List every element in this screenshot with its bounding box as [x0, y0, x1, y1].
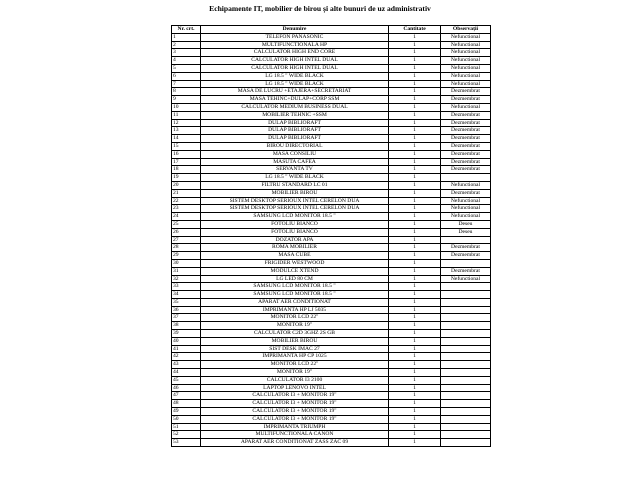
row-number: 47	[172, 392, 201, 400]
item-observation	[441, 259, 491, 267]
table-row	[172, 408, 491, 416]
row-number: 28	[172, 244, 201, 252]
table-row	[172, 41, 491, 49]
item-name: SAMSUNG LCD MONITOR 18.5 "	[201, 291, 389, 299]
header-observatii: Observații	[441, 26, 491, 34]
item-observation	[441, 400, 491, 408]
item-observation	[441, 415, 491, 423]
row-number: 7	[172, 80, 201, 88]
item-observation	[441, 337, 491, 345]
table-row	[172, 72, 491, 80]
item-observation	[441, 298, 491, 306]
row-number: 15	[172, 142, 201, 150]
item-observation	[441, 174, 491, 182]
row-number: 42	[172, 353, 201, 361]
item-quantity: 1	[389, 158, 441, 166]
item-quantity: 1	[389, 283, 441, 291]
table-row	[172, 33, 491, 41]
item-quantity: 1	[389, 88, 441, 96]
item-observation: Nefunctional	[441, 64, 491, 72]
item-quantity: 1	[389, 205, 441, 213]
item-observation: Nefunctional	[441, 205, 491, 213]
item-observation	[441, 330, 491, 338]
item-observation	[441, 322, 491, 330]
item-quantity: 1	[389, 228, 441, 236]
row-number: 11	[172, 111, 201, 119]
item-name: CALCULATOR HIGH INTEL DUAL	[201, 57, 389, 65]
table-row	[172, 64, 491, 72]
table-row	[172, 330, 491, 338]
item-quantity: 1	[389, 166, 441, 174]
item-quantity: 1	[389, 103, 441, 111]
table-row	[172, 135, 491, 143]
item-name: MASA CONSILIU	[201, 150, 389, 158]
item-name: CALCULATOR I3 + MONITOR 19"	[201, 408, 389, 416]
table-row	[172, 361, 491, 369]
table-row	[172, 111, 491, 119]
table-row	[172, 322, 491, 330]
item-observation: Nefunctional	[441, 181, 491, 189]
item-name: CALCULATOR I3 2100	[201, 376, 389, 384]
item-name: IMPRIMANTA TRIUMPH	[201, 423, 389, 431]
item-observation	[441, 439, 491, 447]
item-quantity: 1	[389, 353, 441, 361]
row-number: 20	[172, 181, 201, 189]
item-name: FOTOLIU BIANCO	[201, 228, 389, 236]
item-quantity: 1	[389, 361, 441, 369]
item-quantity: 1	[389, 64, 441, 72]
table-row	[172, 345, 491, 353]
item-observation: Nefunctional	[441, 49, 491, 57]
item-quantity: 1	[389, 275, 441, 283]
item-observation: Dezmembrat	[441, 127, 491, 135]
row-number: 2	[172, 41, 201, 49]
table-row	[172, 228, 491, 236]
row-number: 45	[172, 376, 201, 384]
item-observation	[441, 384, 491, 392]
table-row	[172, 291, 491, 299]
inventory-table	[171, 25, 491, 447]
item-observation	[441, 314, 491, 322]
item-name: SERVANTA TV	[201, 166, 389, 174]
item-name: IMPRIMANTA HP LJ 5035	[201, 306, 389, 314]
table-row	[172, 150, 491, 158]
item-name: IMPRIMANTA HP CP 1025	[201, 353, 389, 361]
table-row	[172, 337, 491, 345]
row-number: 37	[172, 314, 201, 322]
item-observation: Dezmembrat	[441, 158, 491, 166]
row-number: 21	[172, 189, 201, 197]
item-name: CALCULATOR HIGH END CORE	[201, 49, 389, 57]
item-quantity: 1	[389, 337, 441, 345]
item-name: MONITOR LCD 22"	[201, 314, 389, 322]
table-row	[172, 267, 491, 275]
item-name: SISTEM DESKTOP SERIOUX INTEL CERELON DUA	[201, 205, 389, 213]
item-observation: Nefunctional	[441, 80, 491, 88]
item-quantity: 1	[389, 252, 441, 260]
item-observation: Nefunctional	[441, 72, 491, 80]
table-row	[172, 119, 491, 127]
row-number: 39	[172, 330, 201, 338]
table-row	[172, 306, 491, 314]
row-number: 51	[172, 423, 201, 431]
item-quantity: 1	[389, 150, 441, 158]
item-name: SAMSUNG LCD MONITOR 18.5 "	[201, 213, 389, 221]
table-row	[172, 57, 491, 65]
page-title: Echipamente IT, mobilier de birou și alte bunuri de uz administrativ	[209, 4, 431, 13]
row-number: 24	[172, 213, 201, 221]
item-quantity: 1	[389, 376, 441, 384]
item-quantity: 1	[389, 220, 441, 228]
item-observation: Deseu	[441, 228, 491, 236]
item-name: LG 18.5 " WIDE BLACK	[201, 72, 389, 80]
table-row	[172, 353, 491, 361]
item-quantity: 1	[389, 57, 441, 65]
row-number: 41	[172, 345, 201, 353]
header-cantitate: Cantitate	[389, 26, 441, 34]
row-number: 35	[172, 298, 201, 306]
item-quantity: 1	[389, 423, 441, 431]
item-quantity: 1	[389, 314, 441, 322]
table-row	[172, 283, 491, 291]
item-name: DULAP BIBLIORAFT	[201, 119, 389, 127]
item-name: MOBILIER BIROU	[201, 189, 389, 197]
table-row	[172, 244, 491, 252]
item-observation: Dezmembrat	[441, 166, 491, 174]
item-quantity: 1	[389, 369, 441, 377]
item-quantity: 1	[389, 345, 441, 353]
item-observation	[441, 431, 491, 439]
row-number: 46	[172, 384, 201, 392]
table-row	[172, 314, 491, 322]
item-quantity: 1	[389, 267, 441, 275]
item-observation	[441, 408, 491, 416]
row-number: 48	[172, 400, 201, 408]
row-number: 40	[172, 337, 201, 345]
table-row	[172, 376, 491, 384]
item-name: CALCULATOR I3 + MONITOR 19"	[201, 392, 389, 400]
row-number: 53	[172, 439, 201, 447]
row-number: 14	[172, 135, 201, 143]
item-name: MONITOR 19"	[201, 369, 389, 377]
row-number: 49	[172, 408, 201, 416]
row-number: 5	[172, 64, 201, 72]
item-observation: Dezmembrat	[441, 244, 491, 252]
table-row	[172, 423, 491, 431]
row-number: 1	[172, 33, 201, 41]
item-observation	[441, 345, 491, 353]
item-observation: Nefunctional	[441, 103, 491, 111]
item-observation	[441, 361, 491, 369]
table-row	[172, 189, 491, 197]
item-quantity: 1	[389, 236, 441, 244]
table-body	[172, 33, 491, 446]
item-observation	[441, 423, 491, 431]
row-number: 19	[172, 174, 201, 182]
table-row	[172, 197, 491, 205]
table-row	[172, 88, 491, 96]
item-observation: Dezmembrat	[441, 135, 491, 143]
row-number: 18	[172, 166, 201, 174]
item-name: LAPTOP LENOVO INTEL	[201, 384, 389, 392]
item-observation	[441, 306, 491, 314]
item-observation: Dezmembrat	[441, 111, 491, 119]
item-quantity: 1	[389, 408, 441, 416]
item-name: MASA TEHINC+DULAP+CORP SSM	[201, 96, 389, 104]
item-observation: Nefunctional	[441, 213, 491, 221]
item-quantity: 1	[389, 306, 441, 314]
item-quantity: 1	[389, 181, 441, 189]
row-number: 9	[172, 96, 201, 104]
table-row	[172, 49, 491, 57]
table-row	[172, 220, 491, 228]
table-row	[172, 236, 491, 244]
item-quantity: 1	[389, 400, 441, 408]
item-name: MOBILIER TEHNIC +SSM	[201, 111, 389, 119]
row-number: 50	[172, 415, 201, 423]
item-observation: Nefunctional	[441, 57, 491, 65]
item-observation	[441, 392, 491, 400]
item-quantity: 1	[389, 415, 441, 423]
item-observation: Nefunctional	[441, 41, 491, 49]
item-name: TELEFON PANASONIC	[201, 33, 389, 41]
table-row	[172, 431, 491, 439]
item-observation: Dezmembrat	[441, 189, 491, 197]
row-number: 36	[172, 306, 201, 314]
item-name: CALCULATOR I3 + MONITOR 19"	[201, 400, 389, 408]
table-row	[172, 166, 491, 174]
item-observation: Deseu	[441, 220, 491, 228]
item-name: MODULCE XTEND	[201, 267, 389, 275]
row-number: 17	[172, 158, 201, 166]
row-number: 29	[172, 252, 201, 260]
header-denumire: Denumire	[201, 26, 389, 34]
row-number: 38	[172, 322, 201, 330]
table-row	[172, 439, 491, 447]
item-quantity: 1	[389, 142, 441, 150]
row-number: 6	[172, 72, 201, 80]
table-row	[172, 259, 491, 267]
table-row	[172, 252, 491, 260]
item-quantity: 1	[389, 72, 441, 80]
table-row	[172, 174, 491, 182]
row-number: 22	[172, 197, 201, 205]
item-name: SAMSUNG LCD MONITOR 18.5 "	[201, 283, 389, 291]
item-quantity: 1	[389, 322, 441, 330]
item-observation	[441, 283, 491, 291]
item-name: CALCULATOR I3 + MONITOR 19"	[201, 415, 389, 423]
item-observation	[441, 369, 491, 377]
item-observation	[441, 291, 491, 299]
table-row	[172, 103, 491, 111]
table-row	[172, 213, 491, 221]
table-row	[172, 96, 491, 104]
item-name: CALCULATOR HIGH INTEL DUAL	[201, 64, 389, 72]
item-quantity: 1	[389, 392, 441, 400]
item-quantity: 1	[389, 259, 441, 267]
table-row	[172, 181, 491, 189]
row-number: 34	[172, 291, 201, 299]
item-name: MONITOR LCD 22"	[201, 361, 389, 369]
row-number: 52	[172, 431, 201, 439]
item-observation: Dezmembrat	[441, 252, 491, 260]
table-row	[172, 415, 491, 423]
item-name: SISTEM DESKTOP SERIOUX INTEL CERELON DUA	[201, 197, 389, 205]
item-observation: Dezmembrat	[441, 96, 491, 104]
item-observation: Nefunctional	[441, 275, 491, 283]
item-name: DOZATOR APA	[201, 236, 389, 244]
row-number: 10	[172, 103, 201, 111]
row-number: 27	[172, 236, 201, 244]
item-name: BIROU DIRECTORIAL	[201, 142, 389, 150]
item-quantity: 1	[389, 384, 441, 392]
item-quantity: 1	[389, 439, 441, 447]
table-row	[172, 392, 491, 400]
item-name: MASA DE LUCRU +ETAJERA+SECRETARIAT	[201, 88, 389, 96]
item-name: LG 18.5 " WIDE BLACK	[201, 80, 389, 88]
item-quantity: 1	[389, 174, 441, 182]
item-quantity: 1	[389, 197, 441, 205]
row-number: 16	[172, 150, 201, 158]
item-quantity: 1	[389, 189, 441, 197]
item-name: APARAT AER CONDITIONAT ZASS ZAC 09	[201, 439, 389, 447]
item-name: FRIGIDER WESTWOOD	[201, 259, 389, 267]
table-row	[172, 384, 491, 392]
row-number: 23	[172, 205, 201, 213]
row-number: 30	[172, 259, 201, 267]
item-observation: Dezmembrat	[441, 119, 491, 127]
item-quantity: 1	[389, 111, 441, 119]
item-quantity: 1	[389, 96, 441, 104]
item-quantity: 1	[389, 135, 441, 143]
item-name: LG 18.5 " WIDE BLACK	[201, 174, 389, 182]
item-observation: Nefunctional	[441, 33, 491, 41]
table-header-row	[172, 26, 491, 34]
item-name: MULTIFUNCTIONALA CANON	[201, 431, 389, 439]
item-observation: Dezmembrat	[441, 267, 491, 275]
table-row	[172, 205, 491, 213]
item-quantity: 1	[389, 298, 441, 306]
item-quantity: 1	[389, 330, 441, 338]
table-row	[172, 369, 491, 377]
table-row	[172, 298, 491, 306]
item-name: MONITOR 19"	[201, 322, 389, 330]
item-quantity: 1	[389, 127, 441, 135]
item-name: LG LED 80 CM	[201, 275, 389, 283]
row-number: 31	[172, 267, 201, 275]
item-name: SIST DESK IMAC 27	[201, 345, 389, 353]
row-number: 8	[172, 88, 201, 96]
item-quantity: 1	[389, 49, 441, 57]
row-number: 43	[172, 361, 201, 369]
table-row	[172, 80, 491, 88]
item-name: MASA CUBE	[201, 252, 389, 260]
row-number: 3	[172, 49, 201, 57]
table-row	[172, 400, 491, 408]
item-quantity: 1	[389, 119, 441, 127]
item-quantity: 1	[389, 291, 441, 299]
item-observation	[441, 353, 491, 361]
item-name: ROMA MOBILIER	[201, 244, 389, 252]
row-number: 32	[172, 275, 201, 283]
item-name: MULTIFUNCTIONALA HP	[201, 41, 389, 49]
row-number: 33	[172, 283, 201, 291]
item-name: CALCULATOR MEDIUM BUSINESS DUAL	[201, 103, 389, 111]
item-name: CALCULATOR C2D 3GHZ 2S GB	[201, 330, 389, 338]
item-name: DULAP BIBLIORAFT	[201, 127, 389, 135]
item-quantity: 1	[389, 80, 441, 88]
table-row	[172, 275, 491, 283]
row-number: 25	[172, 220, 201, 228]
item-quantity: 1	[389, 431, 441, 439]
item-observation: Dezmembrat	[441, 150, 491, 158]
item-name: FILTRU STANDARD LC 01	[201, 181, 389, 189]
item-observation	[441, 376, 491, 384]
item-name: APARAT AER CONDITIONAT	[201, 298, 389, 306]
item-quantity: 1	[389, 244, 441, 252]
item-name: FOTOLIU BIANCO	[201, 220, 389, 228]
item-name: MASUTA CAFEA	[201, 158, 389, 166]
table-row	[172, 158, 491, 166]
item-observation: Nefunctional	[441, 197, 491, 205]
item-quantity: 1	[389, 213, 441, 221]
header-nr-crt: Nr. crt.	[172, 26, 201, 34]
item-observation: Dezmembrat	[441, 142, 491, 150]
row-number: 4	[172, 57, 201, 65]
row-number: 13	[172, 127, 201, 135]
item-observation: Dezmembrat	[441, 88, 491, 96]
table-row	[172, 142, 491, 150]
row-number: 44	[172, 369, 201, 377]
item-name: MOBILIER BIROU	[201, 337, 389, 345]
item-quantity: 1	[389, 33, 441, 41]
item-name: DULAP BIBLIORAFT	[201, 135, 389, 143]
row-number: 12	[172, 119, 201, 127]
item-observation	[441, 236, 491, 244]
item-quantity: 1	[389, 41, 441, 49]
row-number: 26	[172, 228, 201, 236]
table-row	[172, 127, 491, 135]
